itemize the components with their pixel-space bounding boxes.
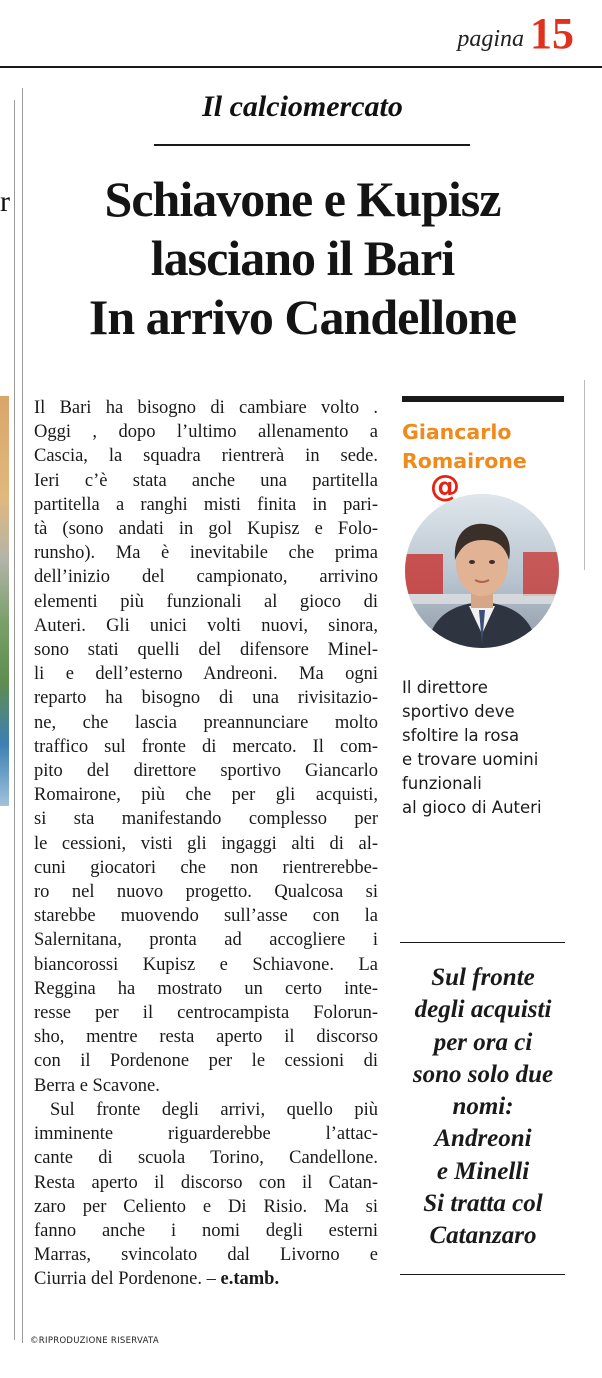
pull-quote-line: Sul fronte (431, 964, 535, 991)
author-last-name: Romairone (402, 449, 527, 473)
body-line: reparto ha bisogno di una rivisitazio- (34, 688, 378, 709)
pull-quote-line: per ora ci (433, 1028, 533, 1056)
body-line: Oggi , dopo l’ultimo allenamento a (34, 422, 378, 443)
copyright-notice: ©RIPRODUZIONE RISERVATA (30, 1336, 159, 1346)
body-line: Salernitana, pronta ad accogliere i (34, 930, 378, 951)
headline-line: Schiavone e Kupisz (104, 171, 501, 227)
body-line: zaro per Celiento e Di Risio. Ma si (34, 1196, 378, 1217)
pull-quote-top-rule (400, 942, 565, 943)
body-line: Il Bari ha bisogno di cambiare volto . (34, 398, 378, 418)
body-line: fanno anche i nomi degli esterni (34, 1220, 378, 1241)
body-line: partitella a ranghi misti finita in pari- (34, 494, 378, 515)
section-kicker: Il calciomercato (202, 90, 403, 123)
left-fragment-glyph: r (0, 185, 10, 218)
header-rule (0, 66, 602, 68)
article-byline: e.tamb. (220, 1269, 280, 1290)
body-line: Sul fronte degli arrivi, quello più (50, 1099, 378, 1120)
body-line: traffico sul fronte di mercato. Il com- (34, 736, 378, 757)
headline-line: lasciano il Bari (150, 230, 455, 286)
body-line: Ieri c’è stata anche una partitella (34, 470, 378, 491)
pull-quote-line: e Minelli (436, 1157, 530, 1185)
left-column-rule (14, 100, 15, 1340)
body-line: starebbe muovendo sull’asse con la (34, 906, 378, 927)
body-line: tà (sono andati in gol Kupisz e Folo- (34, 519, 378, 540)
body-line: pito del direttore sportivo Giancarlo (34, 761, 378, 782)
pull-quote-line: nomi: (452, 1093, 514, 1121)
article-body (34, 396, 378, 1292)
body-line: Reggina ha mostrato un certo inte- (34, 978, 378, 999)
caption-line: sportivo deve (402, 702, 515, 721)
body-line: ro nel nuovo progetto. Qualcosa si (34, 882, 378, 903)
body-line: Marras, svincolato dal Livorno e (34, 1245, 378, 1266)
pull-quote-line: Catanzaro (429, 1222, 537, 1250)
body-line: Auteri. Gli unici volti nuovi, sinora, (34, 615, 378, 636)
pull-quote (398, 962, 568, 1253)
pull-quote-line: Andreoni (434, 1125, 532, 1153)
author-first-name: Giancarlo (402, 420, 512, 444)
author-box-rule (402, 396, 564, 402)
page-label: pagina (457, 26, 524, 52)
body-line: imminente riguarderebbe l’attac- (34, 1124, 378, 1145)
pull-quote-line: sono solo due (412, 1060, 554, 1088)
body-line: dell’inizio del campionato, arrivino (34, 567, 378, 588)
headline-line: In arrivo Candellone (88, 289, 517, 345)
caption-line: Il direttore (402, 678, 488, 697)
body-line: resse per il centrocampista Folorun- (34, 1003, 378, 1024)
body-line: sho, mentre resta aperto il discorso (34, 1027, 378, 1048)
body-line: sono stati quelli del difensore Minel- (34, 640, 378, 661)
body-line: Ciurria del Pordenone. – (34, 1269, 216, 1290)
body-line: cante di scuola Torino, Candellone. (34, 1148, 378, 1169)
author-name (402, 418, 527, 476)
body-line: Romairone, più che per gli acquisti, (34, 785, 378, 806)
body-line: Resta aperto il discorso con il Catan- (34, 1172, 378, 1193)
at-sign-icon: @ (430, 469, 460, 504)
right-edge-rule (584, 380, 585, 570)
caption-line: e trovare uomini (402, 750, 539, 769)
body-line: si sta manifestando complesso per (34, 809, 378, 830)
pull-quote-line: degli acquisti (414, 996, 552, 1024)
pull-quote-bottom-rule (400, 1274, 565, 1275)
caption-line: al gioco di Auteri (402, 798, 542, 817)
body-line: biancorossi Kupisz e Schiavone. La (34, 954, 378, 975)
body-line: ne, che lascia preannunciare molto (34, 712, 378, 733)
left-fragment-photo (0, 396, 9, 806)
body-line: le cessioni, visti gli ingaggi alti di al- (34, 833, 378, 854)
article-headline (20, 170, 585, 347)
caption-line: sfoltire la rosa (402, 726, 520, 745)
caption-line: funzionali (402, 774, 482, 793)
body-line: Berra e Scavone. (34, 1075, 160, 1096)
body-line: con il Pordenone per le cessioni di (34, 1051, 378, 1072)
body-line: li e dell’esterno Andreoni. Ma ogni (34, 664, 378, 685)
body-line: Cascia, la squadra rientrerà in sede. (34, 446, 378, 467)
body-line: elementi più funzionali al gioco di (34, 591, 378, 612)
body-last-line (34, 1267, 378, 1291)
author-portrait-icon (405, 494, 559, 648)
pull-quote-line: Si tratta col (423, 1190, 543, 1218)
page-number: 15 (530, 9, 574, 58)
kicker-rule (154, 144, 470, 146)
body-line: cuni giocatori che non rientrerebbe- (34, 857, 378, 878)
photo-caption (402, 676, 572, 820)
body-line: runsho). Ma è inevitabile che prima (34, 543, 378, 564)
